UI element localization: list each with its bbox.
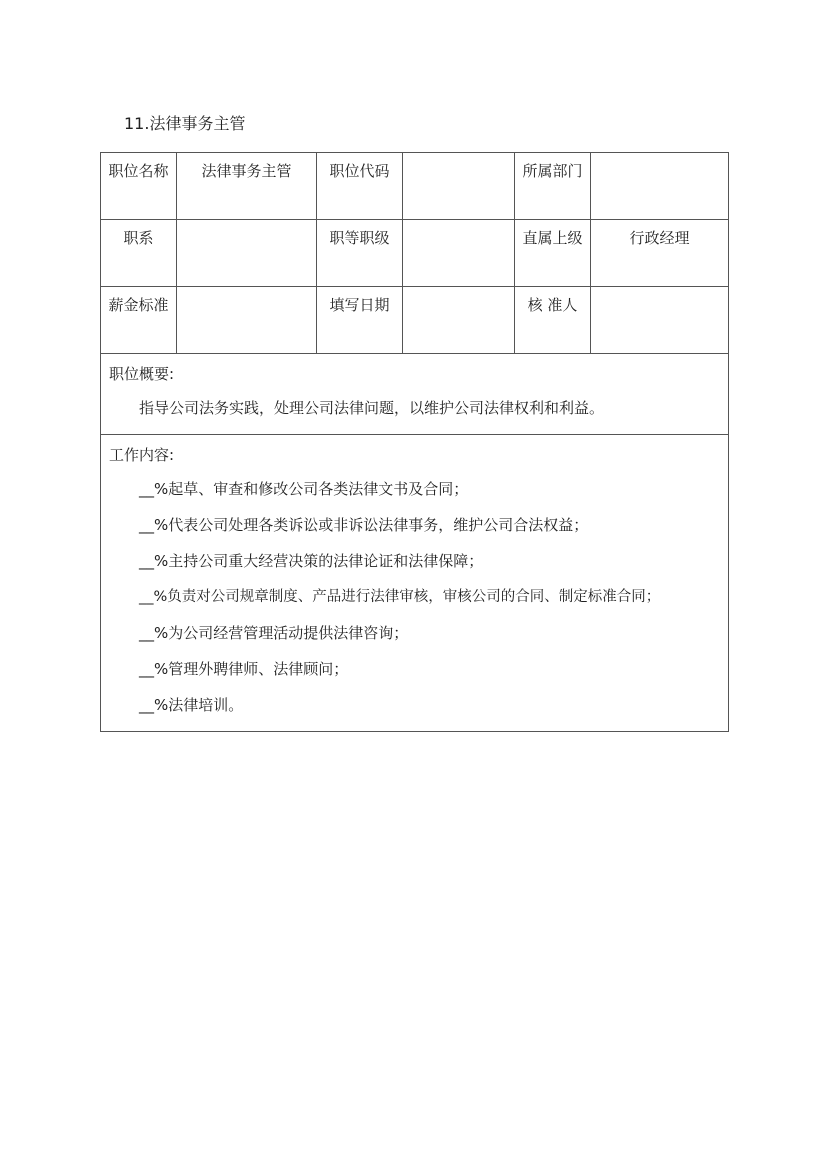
value-fill-date bbox=[403, 287, 515, 354]
label-job-family: 职系 bbox=[101, 220, 177, 287]
section-heading: 11.法律事务主管 bbox=[124, 114, 246, 133]
list-item: __%代表公司处理各类诉讼或非诉讼法律事务，维护公司合法权益； bbox=[139, 516, 589, 534]
table-row bbox=[101, 153, 729, 220]
value-department bbox=[591, 153, 729, 220]
value-position-name: 法律事务主管 bbox=[177, 153, 317, 220]
label-grade-level: 职等职级 bbox=[317, 220, 403, 287]
value-approver bbox=[591, 287, 729, 354]
summary-text: 指导公司法务实践，处理公司法律问题，以维护公司法律权利和利益。 bbox=[139, 399, 605, 417]
value-salary-standard bbox=[177, 287, 317, 354]
duties-cell bbox=[101, 435, 729, 732]
label-approver: 核 准人 bbox=[515, 287, 591, 354]
summary-cell bbox=[101, 354, 729, 435]
value-position-code bbox=[403, 153, 515, 220]
duties-title: 工作内容: bbox=[109, 446, 175, 464]
list-item: __%负责对公司规章制度、产品进行法律审核，审核公司的合同、制定标准合同； bbox=[139, 589, 661, 605]
list-item: __%法律培训。 bbox=[139, 696, 244, 714]
list-item: __%主持公司重大经营决策的法律论证和法律保障； bbox=[139, 552, 484, 570]
summary-title: 职位概要: bbox=[109, 365, 175, 383]
list-item: __%为公司经营管理活动提供法律咨询； bbox=[139, 624, 409, 642]
label-position-code: 职位代码 bbox=[317, 153, 403, 220]
list-item: __%起草、审查和修改公司各类法律文书及合同； bbox=[139, 480, 469, 498]
value-direct-supervisor: 行政经理 bbox=[591, 220, 729, 287]
label-department: 所属部门 bbox=[515, 153, 591, 220]
label-salary-standard: 薪金标准 bbox=[101, 287, 177, 354]
label-direct-supervisor: 直属上级 bbox=[515, 220, 591, 287]
job-info-table bbox=[100, 152, 729, 732]
label-fill-date: 填写日期 bbox=[317, 287, 403, 354]
value-job-family bbox=[177, 220, 317, 287]
summary-row bbox=[101, 354, 729, 435]
duties-row bbox=[101, 435, 729, 732]
value-grade-level bbox=[403, 220, 515, 287]
list-item: __%管理外聘律师、法律顾问； bbox=[139, 660, 349, 678]
table-row bbox=[101, 220, 729, 287]
table-row bbox=[101, 287, 729, 354]
label-position-name: 职位名称 bbox=[101, 153, 177, 220]
